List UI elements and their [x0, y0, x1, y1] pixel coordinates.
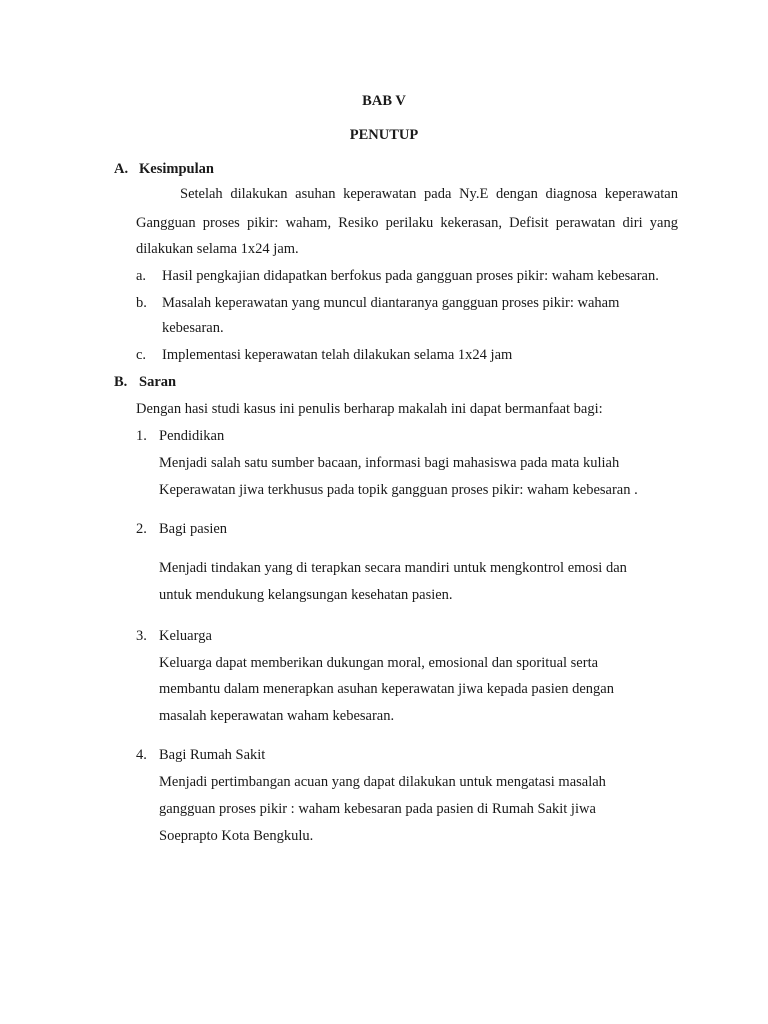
conclusion-item-c-text: Implementasi keperawatan telah dilakukan selama 1x24 jam [162, 347, 513, 363]
conclusion-item-c-marker: c. [136, 347, 147, 363]
conclusion-paragraph-line-2: Gangguan proses pikir: waham, Resiko perilaku kekerasan, Defisit perawatan diri yang [136, 215, 678, 231]
suggestion-item-3-title: Keluarga [159, 628, 212, 644]
section-a-heading: Kesimpulan [139, 161, 214, 177]
suggestion-item-2-marker: 2. [136, 521, 147, 537]
section-b-marker: B. [114, 374, 128, 390]
chapter-title: PENUTUP [349, 127, 419, 143]
section-b-heading: Saran [139, 374, 177, 390]
conclusion-item-b-text-cont: kebesaran. [162, 320, 224, 336]
conclusion-paragraph-line-3: dilakukan selama 1x24 jam. [136, 241, 299, 257]
suggestion-item-3-line-3: masalah keperawatan waham kebesaran. [159, 708, 395, 724]
suggestion-item-1-line-2: Keperawatan jiwa terkhusus pada topik gangguan proses pikir: waham kebesaran . [159, 482, 638, 498]
suggestion-item-2-line-2: untuk mendukung kelangsungan kesehatan pasien. [159, 587, 453, 603]
suggestion-item-4-line-2: gangguan proses pikir : waham kebesaran pada pasien di Rumah Sakit jiwa [159, 801, 596, 817]
chapter-label: BAB V [362, 93, 406, 109]
suggestion-item-2-line-1: Menjadi tindakan yang di terapkan secara mandiri untuk mengkontrol emosi dan [159, 560, 627, 576]
suggestion-item-4-marker: 4. [136, 747, 147, 763]
suggestion-item-2-title: Bagi pasien [159, 521, 228, 537]
suggestion-item-1-line-1: Menjadi salah satu sumber bacaan, informasi bagi mahasiswa pada mata kuliah [159, 455, 620, 471]
section-a-marker: A. [114, 161, 129, 177]
suggestion-item-1-title: Pendidikan [159, 428, 225, 444]
suggestion-item-3-line-1: Keluarga dapat memberikan dukungan moral, emosional dan sporitual serta [159, 655, 599, 671]
suggestion-item-4-line-1: Menjadi pertimbangan acuan yang dapat dilakukan untuk mengatasi masalah [159, 774, 606, 790]
conclusion-item-b-marker: b. [136, 295, 147, 311]
suggestion-item-4-title: Bagi Rumah Sakit [159, 747, 266, 763]
suggestion-item-3-line-2: membantu dalam menerapkan asuhan keperawatan jiwa kepada pasien dengan [159, 681, 614, 697]
suggestion-item-1-marker: 1. [136, 428, 147, 444]
conclusion-item-a-text: Hasil pengkajian didapatkan berfokus pada gangguan proses pikir: waham kebesaran. [162, 268, 659, 284]
suggestion-item-3-marker: 3. [136, 628, 147, 644]
conclusion-item-b-text: Masalah keperawatan yang muncul diantaranya gangguan proses pikir: waham [162, 295, 620, 311]
suggestion-intro: Dengan hasi studi kasus ini penulis berharap makalah ini dapat bermanfaat bagi: [136, 401, 603, 417]
conclusion-item-a-marker: a. [136, 268, 147, 284]
conclusion-paragraph-line-1: Setelah dilakukan asuhan keperawatan pada Ny.E dengan diagnosa keperawatan [180, 186, 678, 202]
suggestion-item-4-line-3: Soeprapto Kota Bengkulu. [159, 828, 314, 844]
